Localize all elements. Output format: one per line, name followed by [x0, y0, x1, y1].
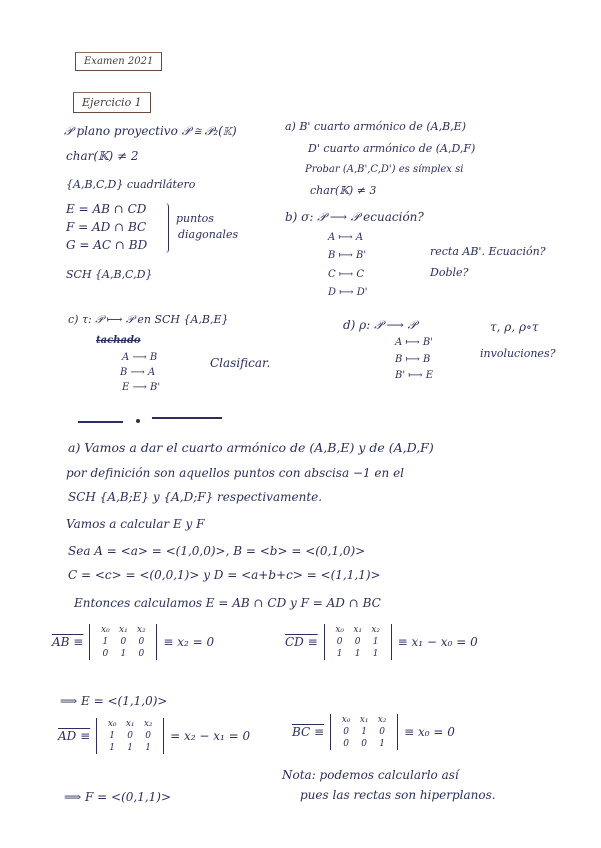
part-d-map: B ⟼ B [395, 354, 431, 365]
matrix-cell: 1 [372, 649, 379, 659]
note-line1: Nota: podemos calcularlo así [282, 768, 459, 782]
part-d-line3: involuciones? [480, 347, 556, 360]
matrix-cell: x₂ [377, 715, 387, 725]
det-label: AB ≡ [52, 635, 84, 649]
matrix-cell: 1 [145, 743, 152, 753]
diagonal-label-1: puntos [176, 212, 214, 225]
matrix-cell: x₂ [371, 625, 381, 635]
determinant-AD [58, 718, 250, 754]
solution-line7: Entonces calculamos E = AB ∩ CD y F = AD ∩ BC [74, 596, 381, 610]
part-a-line3: Probar (A,B',C,D') es símplex si [305, 164, 464, 175]
matrix-cell: 1 [109, 743, 116, 753]
solution-line2: por definición son aquellos puntos con abscisa −1 en el [66, 466, 405, 480]
part-a-line1: a) B' cuarto armónico de (A,B,E) [285, 120, 466, 133]
statement-quad: {A,B,C,D} cuadrilátero [66, 178, 196, 191]
matrix-cell: x₀ [341, 715, 351, 725]
divider-right [152, 417, 222, 419]
part-d-line2: τ, ρ, ρ∘τ [490, 320, 539, 334]
part-b-line3: Doble? [430, 266, 469, 279]
divider-left [78, 421, 123, 423]
det-result: ≡ x₂ = 0 [163, 635, 215, 649]
matrix-cell: 1 [361, 727, 367, 737]
matrix-cell: 1 [109, 731, 116, 741]
matrix-cell: 0 [138, 637, 145, 647]
det-matrix [89, 624, 157, 660]
statement-plane: 𝒫 plano proyectivo 𝒫 ≅ 𝒫₂(𝕂) [64, 124, 237, 138]
part-d-line1: d) ρ: 𝒫 ⟶ 𝒫 [343, 318, 417, 332]
part-b-line1: b) σ: 𝒫 ⟶ 𝒫 ecuación? [285, 210, 424, 224]
matrix-cell: x₁ [125, 719, 135, 729]
note-line2: pues las rectas son hiperplanos. [300, 788, 496, 802]
diagonal-label-2: diagonales [178, 228, 239, 241]
matrix-cell: x₁ [353, 625, 363, 635]
matrix-cell: x₂ [143, 719, 153, 729]
part-d-map: B' ⟼ E [395, 370, 434, 381]
exam-title-box: Examen 2021 [75, 52, 162, 71]
det-matrix [96, 718, 164, 754]
det-label: CD ≡ [285, 635, 318, 649]
solution-line1: a) Vamos a dar el cuarto armónico de (A,B,E) y de (A,D,F) [68, 440, 434, 455]
matrix-cell: 1 [372, 637, 379, 647]
determinant-BC [292, 714, 455, 750]
part-c-map: E ⟶ B' [122, 382, 161, 393]
part-a-line2: D' cuarto armónico de (A,D,F) [308, 142, 476, 155]
part-a-line4: char(𝕂) ≠ 3 [310, 184, 377, 197]
det-result: ≡ x₀ = 0 [404, 725, 455, 739]
matrix-cell: 0 [379, 727, 385, 737]
matrix-cell: 1 [379, 739, 385, 749]
matrix-cell: 0 [361, 739, 367, 749]
matrix-cell: 1 [120, 649, 127, 659]
statement-F: F = AD ∩ BC [66, 220, 147, 234]
F-result: ⟹ F = <(0,1,1)> [64, 790, 172, 804]
part-c-map: A ⟶ B [122, 352, 158, 363]
matrix-cell: 0 [354, 637, 361, 647]
matrix-cell: 1 [127, 743, 134, 753]
determinant-CD [285, 624, 478, 660]
matrix-cell: x₁ [119, 625, 128, 635]
statement-char: char(𝕂) ≠ 2 [66, 149, 139, 163]
solution-line4: Vamos a calcular E y F [66, 517, 205, 531]
solution-line3: SCH {A,B;E} y {A,D;F} respectivamente. [68, 490, 323, 504]
matrix-cell: 0 [336, 637, 343, 647]
det-matrix [330, 714, 398, 750]
part-b-line2: recta AB'. Ecuación? [430, 245, 546, 258]
matrix-cell: 0 [102, 649, 109, 659]
det-result: = x₂ − x₁ = 0 [170, 729, 251, 743]
matrix-cell: 0 [145, 731, 152, 741]
part-b-map: B ⟼ B' [328, 250, 367, 261]
det-result: ≡ x₁ − x₀ = 0 [397, 635, 478, 649]
part-b-map: D ⟼ D' [328, 287, 368, 298]
exercise-title-box: Ejercicio 1 [73, 92, 151, 113]
matrix-cell: x₀ [335, 625, 345, 635]
part-b-map: C ⟼ C [328, 269, 364, 280]
matrix-cell: 1 [336, 649, 343, 659]
divider-dot [136, 419, 140, 423]
matrix-cell: 1 [102, 637, 109, 647]
matrix-cell: x₀ [107, 719, 117, 729]
crossed-out-text: tachado [96, 335, 141, 346]
matrix-cell: 0 [343, 739, 349, 749]
matrix-cell: 1 [354, 649, 361, 659]
statement-G: G = AC ∩ BD [66, 238, 148, 252]
det-matrix [324, 624, 392, 660]
determinant-AB [52, 624, 214, 660]
matrix-cell: 0 [127, 731, 134, 741]
solution-line5: Sea A = <a> = <(1,0,0)>, B = <b> = <(0,1,0)> [68, 544, 366, 558]
E-result: ⟹ E = <(1,1,0)> [60, 694, 168, 708]
brace [162, 203, 169, 253]
det-label: BC ≡ [292, 725, 325, 739]
matrix-cell: 0 [138, 649, 145, 659]
solution-line6: C = <c> = <(0,0,1)> y D = <a+b+c> = <(1,1,1)> [68, 568, 381, 582]
part-b-map: A ⟼ A [328, 232, 364, 243]
statement-sch: SCH {A,B,C,D} [66, 268, 153, 281]
matrix-cell: 0 [120, 637, 127, 647]
part-c-map: B ⟶ A [120, 367, 156, 378]
det-label: AD ≡ [58, 729, 91, 743]
matrix-cell: x₀ [101, 625, 110, 635]
part-c-line1: c) τ: 𝒫 ⟼ 𝒫 en SCH {A,B,E} [68, 313, 229, 326]
matrix-cell: x₁ [359, 715, 369, 725]
part-d-map: A ⟼ B' [395, 337, 434, 348]
matrix-cell: x₂ [137, 625, 146, 635]
statement-E: E = AB ∩ CD [66, 202, 147, 216]
part-c-line2: Clasificar. [210, 356, 271, 370]
matrix-cell: 0 [343, 727, 349, 737]
